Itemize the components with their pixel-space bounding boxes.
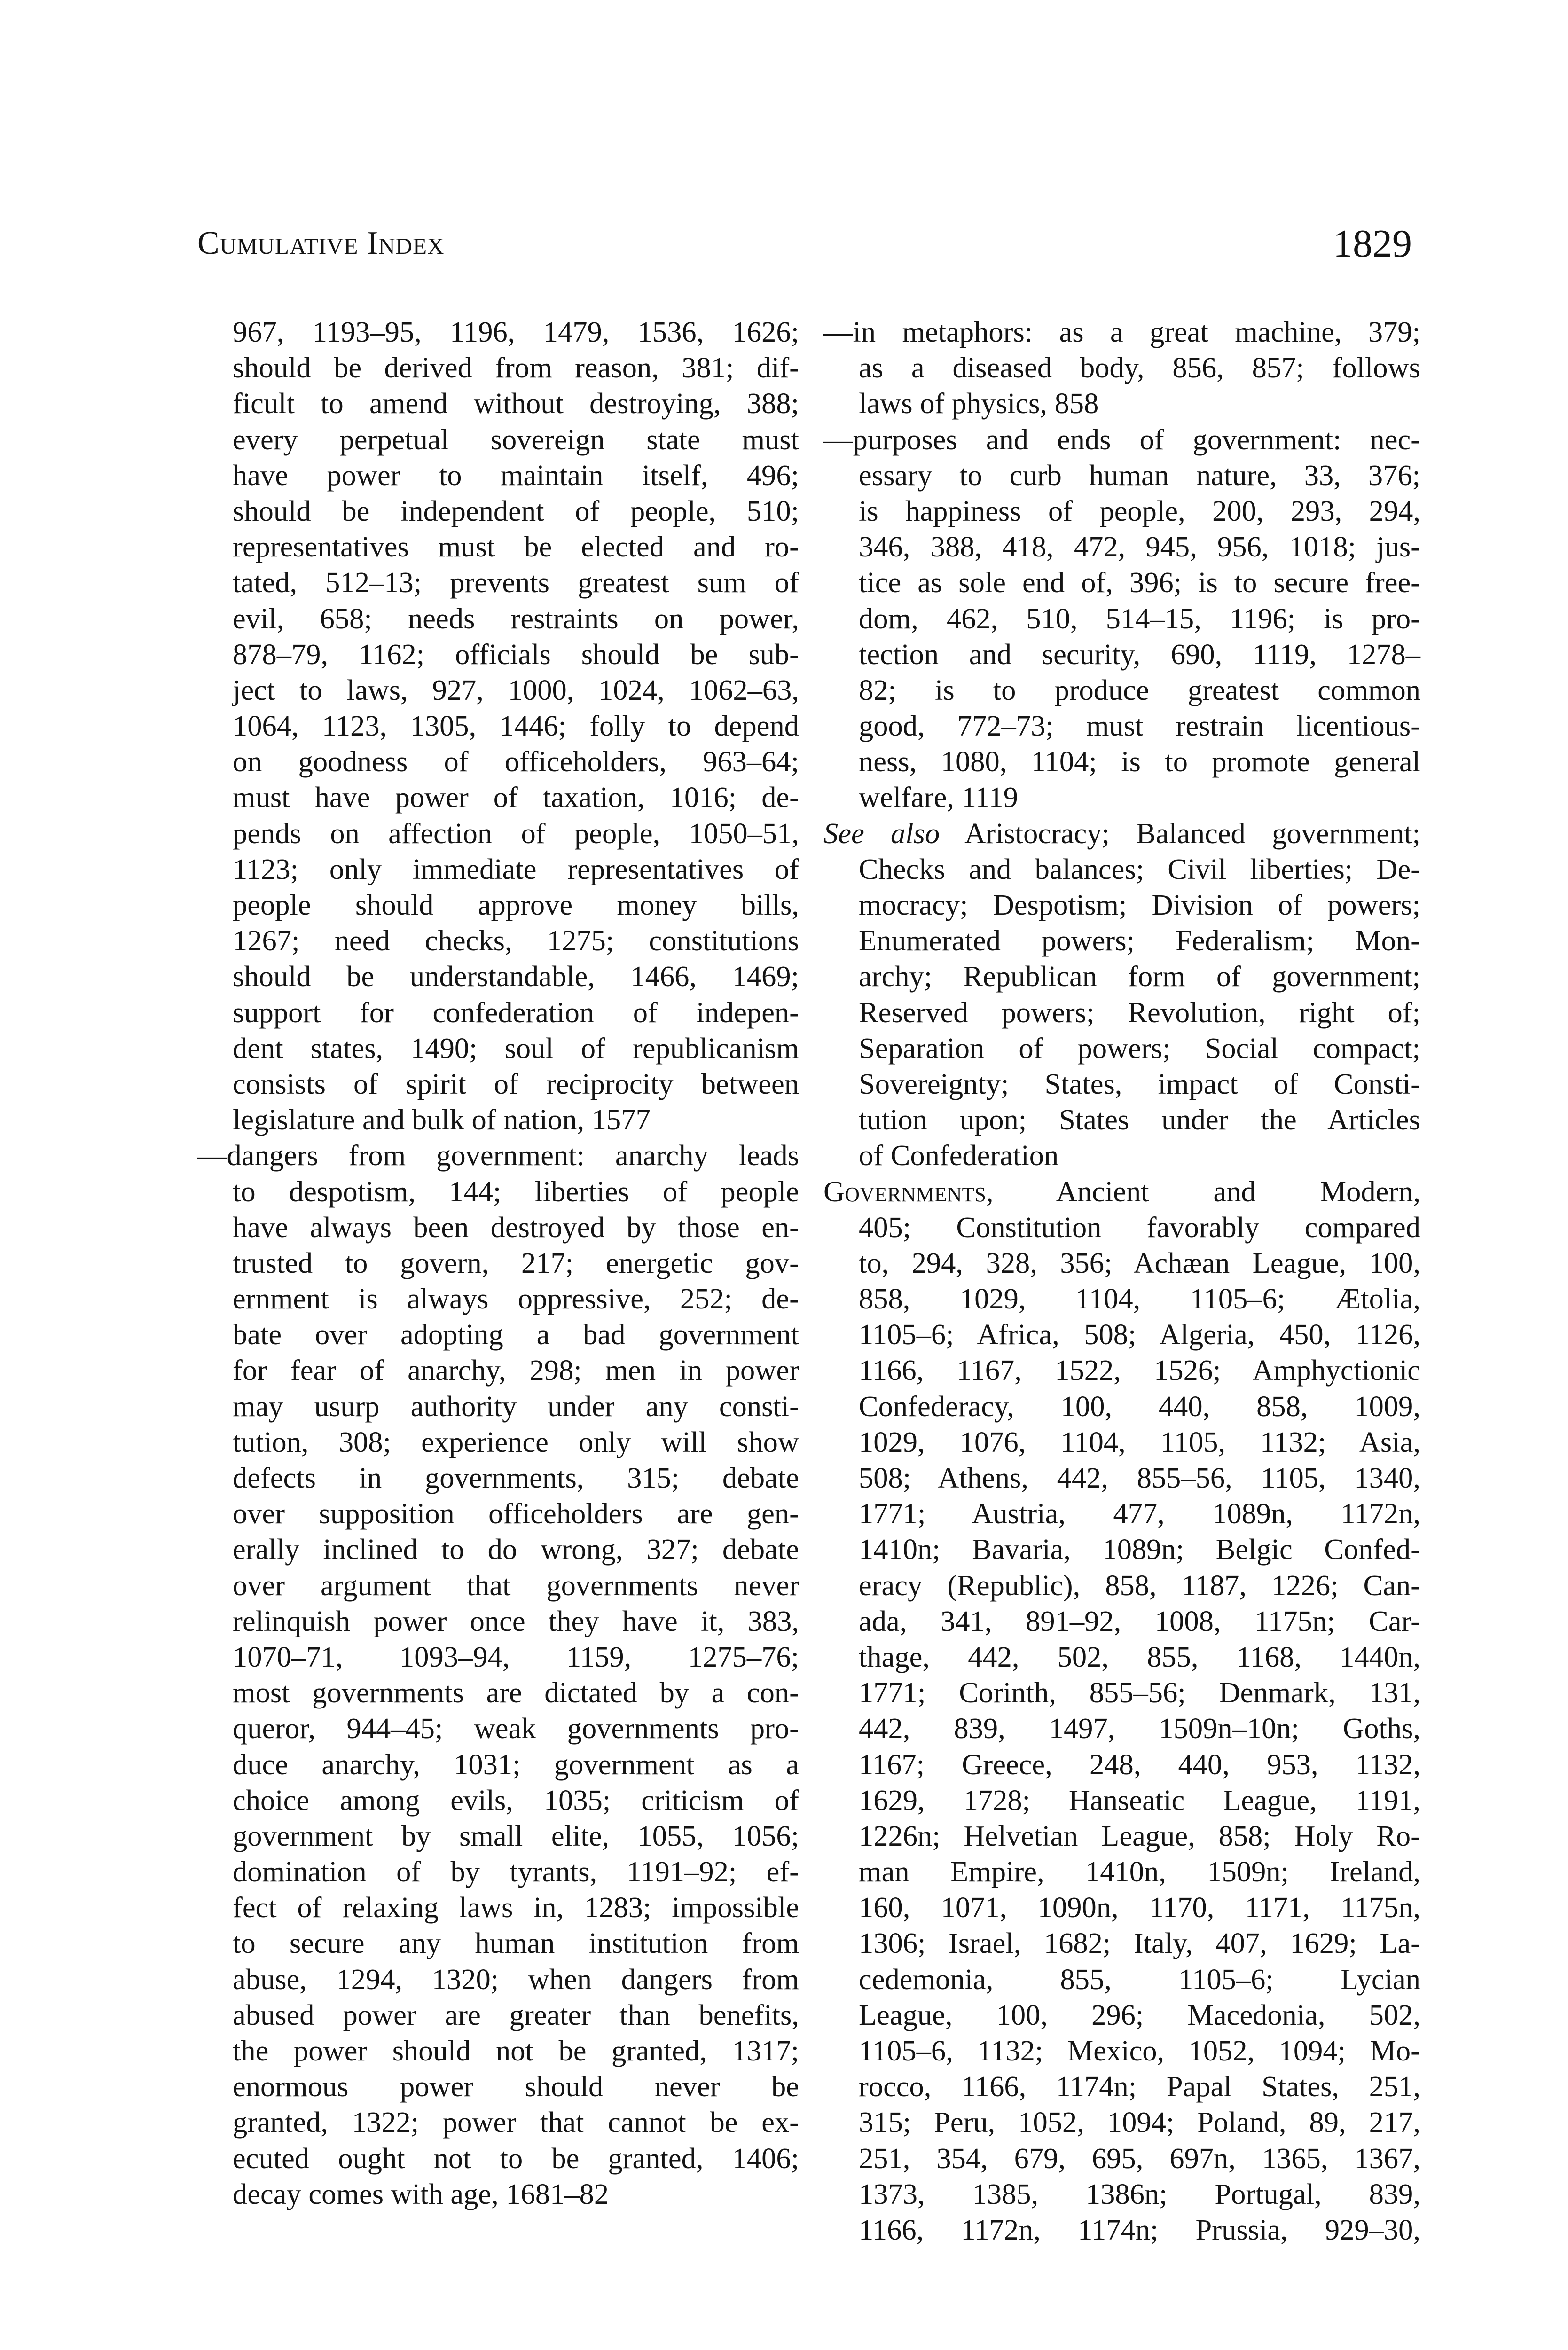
index-line: 1166, 1167, 1522, 1526; Amphyctionic	[859, 1354, 1420, 1387]
index-line: is happiness of people, 200, 293, 294,	[859, 494, 1420, 527]
index-line: government by small elite, 1055, 1056;	[233, 1819, 799, 1852]
index-line: mocracy; Despotism; Division of powers;	[859, 888, 1420, 921]
index-line: abused power are greater than benefits,	[233, 1998, 799, 2031]
index-line: defects in governments, 315; debate	[233, 1461, 799, 1494]
index-line: decay comes with age, 1681–82	[233, 2177, 609, 2210]
index-line: to secure any human institution from	[233, 1927, 799, 1960]
index-line: to despotism, 144; liberties of people	[233, 1175, 799, 1208]
index-line: as a diseased body, 856, 857; follows	[859, 351, 1420, 384]
index-line: may usurp authority under any consti-	[233, 1389, 799, 1423]
index-line: have power to maintain itself, 496;	[233, 458, 799, 492]
index-line: —purposes and ends of government: nec-	[823, 423, 1420, 456]
index-line: League, 100, 296; Macedonia, 502,	[859, 1998, 1420, 2031]
index-line: ficult to amend without destroying, 388;	[233, 387, 799, 420]
index-line: eracy (Republic), 858, 1187, 1226; Can-	[859, 1568, 1420, 1602]
index-line: 1029, 1076, 1104, 1105, 1132; Asia,	[859, 1425, 1420, 1458]
index-line: Sovereignty; States, impact of Consti-	[859, 1067, 1420, 1100]
index-line: 1306; Israel, 1682; Italy, 407, 1629; La-	[859, 1927, 1420, 1960]
index-line: Reserved powers; Revolution, right of;	[859, 995, 1420, 1029]
index-line: —dangers from government: anarchy leads	[197, 1139, 799, 1172]
index-line: tice as sole end of, 396; is to secure free-	[859, 566, 1420, 599]
index-line: duce anarchy, 1031; government as a	[233, 1747, 799, 1781]
index-line: 967, 1193–95, 1196, 1479, 1536, 1626;	[233, 315, 799, 348]
index-line: 160, 1071, 1090n, 1170, 1171, 1175n,	[859, 1891, 1420, 1924]
index-line: abuse, 1294, 1320; when dangers from	[233, 1962, 799, 1996]
index-line: 1166, 1172n, 1174n; Prussia, 929–30,	[859, 2213, 1420, 2246]
index-line: Checks and balances; Civil liberties; De-	[859, 852, 1420, 885]
index-line: thage, 442, 502, 855, 1168, 1440n,	[859, 1640, 1420, 1673]
index-line: tection and security, 690, 1119, 1278–	[859, 637, 1420, 671]
index-line: laws of physics, 858	[859, 387, 1099, 420]
index-line: archy; Republican form of government;	[859, 960, 1420, 993]
index-line: Separation of powers; Social compact;	[859, 1031, 1420, 1065]
index-line: good, 772–73; must restrain licentious-	[859, 709, 1420, 743]
index-line: over supposition officeholders are gen-	[233, 1497, 799, 1530]
index-line: dent states, 1490; soul of republicanism	[233, 1031, 799, 1065]
index-line: should be independent of people, 510;	[233, 494, 799, 527]
index-line: people should approve money bills,	[233, 888, 799, 921]
page-number: 1829	[1333, 222, 1412, 266]
index-line: 878–79, 1162; officials should be sub-	[233, 637, 799, 671]
index-line: have always been destroyed by those en-	[233, 1210, 799, 1244]
index-line: 1267; need checks, 1275; constitutions	[233, 924, 799, 957]
index-line: 1105–6; Africa, 508; Algeria, 450, 1126,	[859, 1318, 1420, 1351]
index-line: 82; is to produce greatest common	[859, 673, 1420, 706]
index-line: Enumerated powers; Federalism; Mon-	[859, 924, 1420, 957]
index-line: domination of by tyrants, 1191–92; ef-	[233, 1855, 799, 1888]
index-line: —in metaphors: as a great machine, 379;	[823, 315, 1420, 348]
index-line: trusted to govern, 217; energetic gov-	[233, 1246, 799, 1279]
index-line: 315; Peru, 1052, 1094; Poland, 89, 217,	[859, 2106, 1420, 2139]
index-line: tated, 512–13; prevents greatest sum of	[233, 566, 799, 599]
index-line: ernment is always oppressive, 252; de-	[233, 1282, 799, 1316]
index-line: 1123; only immediate representatives of	[233, 852, 799, 885]
index-line: cedemonia, 855, 1105–6; Lycian	[859, 1962, 1420, 1996]
index-line: 405; Constitution favorably compared	[859, 1210, 1420, 1244]
index-line: Confederacy, 100, 440, 858, 1009,	[859, 1389, 1420, 1423]
index-line: should be understandable, 1466, 1469;	[233, 960, 799, 993]
index-line: pends on affection of people, 1050–51,	[233, 816, 799, 850]
index-line: 508; Athens, 442, 855–56, 1105, 1340,	[859, 1461, 1420, 1494]
index-line: over argument that governments never	[233, 1568, 799, 1602]
index-line: Governments, Ancient and Modern,	[823, 1175, 1420, 1208]
index-line: erally inclined to do wrong, 327; debate	[233, 1533, 799, 1566]
index-line: legislature and bulk of nation, 1577	[233, 1103, 651, 1136]
index-line: granted, 1322; power that cannot be ex-	[233, 2106, 799, 2139]
index-line: to, 294, 328, 356; Achæan League, 100,	[859, 1246, 1420, 1279]
index-line: support for confederation of indepen-	[233, 995, 799, 1029]
index-line: the power should not be granted, 1317;	[233, 2034, 799, 2067]
index-line: 1167; Greece, 248, 440, 953, 1132,	[859, 1747, 1420, 1781]
index-line: must have power of taxation, 1016; de-	[233, 781, 799, 814]
index-line: for fear of anarchy, 298; men in power	[233, 1354, 799, 1387]
index-line: ject to laws, 927, 1000, 1024, 1062–63,	[233, 673, 799, 706]
index-line: man Empire, 1410n, 1509n; Ireland,	[859, 1855, 1420, 1888]
index-line: dom, 462, 510, 514–15, 1196; is pro-	[859, 602, 1420, 635]
index-line: relinquish power once they have it, 383,	[233, 1604, 799, 1637]
index-line: choice among evils, 1035; criticism of	[233, 1783, 799, 1817]
index-line: 1070–71, 1093–94, 1159, 1275–76;	[233, 1640, 799, 1673]
index-line: ecuted ought not to be granted, 1406;	[233, 2141, 799, 2175]
index-line: enormous power should never be	[233, 2070, 799, 2103]
index-line: ness, 1080, 1104; is to promote general	[859, 745, 1420, 778]
index-line: 1771; Corinth, 855–56; Denmark, 131,	[859, 1676, 1420, 1709]
index-line: tution upon; States under the Articles	[859, 1103, 1420, 1136]
index-line: essary to curb human nature, 33, 376;	[859, 458, 1420, 492]
index-line: 251, 354, 679, 695, 697n, 1365, 1367,	[859, 2141, 1420, 2175]
index-line: See also Aristocracy; Balanced government;	[823, 816, 1420, 850]
index-line: 1226n; Helvetian League, 858; Holy Ro-	[859, 1819, 1420, 1852]
index-line: 1629, 1728; Hanseatic League, 1191,	[859, 1783, 1420, 1817]
index-line: fect of relaxing laws in, 1283; impossible	[233, 1891, 799, 1924]
index-line: most governments are dictated by a con-	[233, 1676, 799, 1709]
index-line: rocco, 1166, 1174n; Papal States, 251,	[859, 2070, 1420, 2103]
index-line: on goodness of officeholders, 963–64;	[233, 745, 799, 778]
index-line: 346, 388, 418, 472, 945, 956, 1018; jus-	[859, 530, 1420, 564]
index-line: evil, 658; needs restraints on power,	[233, 602, 799, 635]
index-line: bate over adopting a bad government	[233, 1318, 799, 1351]
index-line: every perpetual sovereign state must	[233, 423, 799, 456]
index-line: of Confederation	[859, 1139, 1059, 1172]
index-line: 1771; Austria, 477, 1089n, 1172n,	[859, 1497, 1420, 1530]
index-line: should be derived from reason, 381; dif-	[233, 351, 799, 384]
index-line: welfare, 1119	[859, 781, 1018, 814]
left-column	[197, 314, 799, 2212]
index-line: queror, 944–45; weak governments pro-	[233, 1712, 799, 1745]
running-head: Cumulative Index	[197, 225, 445, 261]
index-line: representatives must be elected and ro-	[233, 530, 799, 564]
right-column	[823, 314, 1420, 2248]
index-line: 1105–6, 1132; Mexico, 1052, 1094; Mo-	[859, 2034, 1420, 2067]
index-line: 858, 1029, 1104, 1105–6; Ætolia,	[859, 1282, 1420, 1316]
index-line: 1410n; Bavaria, 1089n; Belgic Confed-	[859, 1533, 1420, 1566]
index-line: tution, 308; experience only will show	[233, 1425, 799, 1458]
index-line: 1064, 1123, 1305, 1446; folly to depend	[233, 709, 799, 743]
index-line: 1373, 1385, 1386n; Portugal, 839,	[859, 2177, 1420, 2210]
index-line: consists of spirit of reciprocity between	[233, 1067, 799, 1100]
index-line: 442, 839, 1497, 1509n–10n; Goths,	[859, 1712, 1420, 1745]
index-line: ada, 341, 891–92, 1008, 1175n; Car-	[859, 1604, 1420, 1637]
